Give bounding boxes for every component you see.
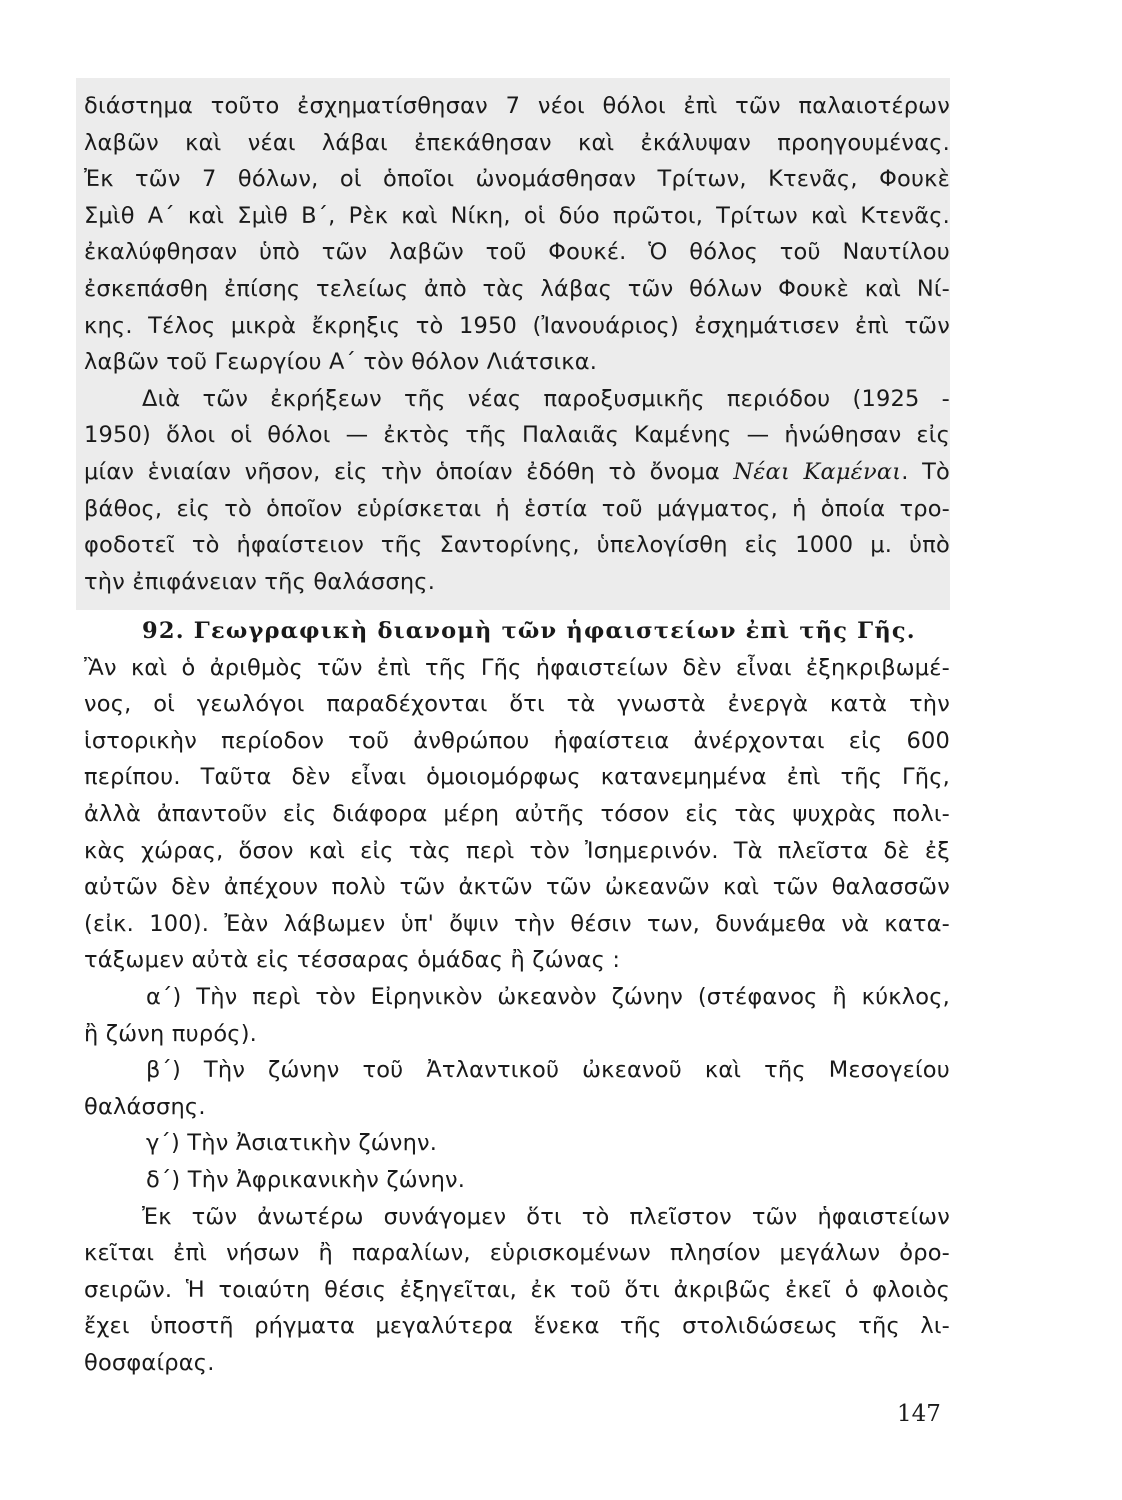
text-line: ἐκαλύφθησαν ὑπὸ τῶν λαβῶν τοῦ Φουκέ. Ὁ θόλος τοῦ Ναυτίλου	[84, 239, 950, 266]
text-line: τὴν ἐπιφάνειαν τῆς θαλάσσης.	[84, 568, 436, 595]
text-fragment: . Τὸ	[901, 458, 950, 485]
text-line: Διὰ τῶν ἐκρήξεων τῆς νέας παροξυσμικῆς περιόδου (1925 -	[142, 385, 950, 412]
text-line: ἱστορικὴν περίοδον τοῦ ἀνθρώπου ἡφαίστεια ἀνέρχονται εἰς 600	[84, 727, 950, 754]
zone-item-a-cont: ἢ ζώνη πυρός).	[84, 1020, 258, 1047]
text-line: θοσφαίρας.	[84, 1349, 215, 1376]
text-line: κεῖται ἐπὶ νήσων ἢ παραλίων, εὑρισκομένων πλησίον μεγάλων ὀρο-	[84, 1240, 950, 1267]
zone-item-d: δ΄) Τὴν Ἀφρικανικὴν ζώνην.	[146, 1166, 466, 1193]
text-line: αὐτῶν δὲν ἀπέχουν πολὺ τῶν ἀκτῶν τῶν ὠκεανῶν καὶ τῶν θαλασσῶν	[84, 874, 950, 901]
text-line: τάξωμεν αὐτὰ εἰς τέσσαρας ὁμάδας ἢ ζώνας :	[84, 947, 621, 974]
text-line: ἔχει ὑποστῆ ρήγματα μεγαλύτερα ἕνεκα τῆς στολιδώσεως τῆς λι-	[84, 1313, 950, 1340]
text-line: Σμὶθ Α΄ καὶ Σμὶθ Β΄, Ρὲκ καὶ Νίκη, οἱ δύο πρῶτοι, Τρίτων καὶ Κτενᾶς.	[84, 202, 950, 229]
text-line: νος, οἱ γεωλόγοι παραδέχονται ὅτι τὰ γνωστὰ ἐνεργὰ κατὰ τὴν	[84, 691, 950, 718]
text-line: ἀλλὰ ἀπαντοῦν εἰς διάφορα μέρη αὐτῆς τόσον εἰς τὰς ψυχρὰς πολι-	[84, 800, 950, 827]
zone-item-b-cont: θαλάσσης.	[84, 1093, 206, 1120]
top-text-block	[84, 88, 950, 600]
zone-item-c: γ΄) Τὴν Ἀσιατικὴν ζώνην.	[146, 1130, 438, 1157]
text-line: (εἰκ. 100). Ἐὰν λάβωμεν ὑπ' ὄψιν τὴν θέσιν των, δυνάμεθα νὰ κατα-	[84, 910, 950, 937]
text-fragment: μίαν ἑνιαίαν νῆσον, εἰς τὴν ὁποίαν ἐδόθη τὸ ὄνομα	[84, 458, 734, 485]
text-line: σειρῶν. Ἡ τοιαύτη θέσις ἐξηγεῖται, ἐκ τοῦ ὅτι ἀκριβῶς ἐκεῖ ὁ φλοιὸς	[84, 1276, 950, 1303]
zone-item-a: α΄) Τὴν περὶ τὸν Εἰρηνικὸν ὠκεανὸν ζώνην (στέφανος ἢ κύκλος,	[146, 983, 950, 1010]
text-line: λαβῶν καὶ νέαι λάβαι ἐπεκάθησαν καὶ ἐκάλυψαν προηγουμένας.	[84, 129, 950, 156]
text-line: κὰς χώρας, ὅσον καὶ εἰς τὰς περὶ τὸν Ἰσημερινόν. Τὰ πλεῖστα δὲ ἐξ	[84, 837, 950, 864]
text-line: βάθος, εἰς τὸ ὁποῖον εὑρίσκεται ἡ ἑστία τοῦ μάγματος, ἡ ὁποία τρο-	[84, 495, 950, 522]
text-line: περίπου. Ταῦτα δὲν εἶναι ὁμοιομόρφως κατανεμημένα ἐπὶ τῆς Γῆς,	[84, 764, 950, 791]
section-heading: 92. Γεωγραφικὴ διανομὴ τῶν ἡφαιστείων ἐπὶ τῆς Γῆς.	[142, 618, 916, 644]
text-line: Ἐκ τῶν 7 θόλων, οἱ ὁποῖοι ὠνομάσθησαν Τρίτων, Κτενᾶς, Φουκὲ	[84, 166, 950, 193]
italic-name-nea-kamenai: Νέαι Καμέναι	[733, 458, 902, 485]
zone-item-b: β΄) Τὴν ζώνην τοῦ Ἀτλαντικοῦ ὠκεανοῦ καὶ τῆς Μεσογείου	[146, 1057, 950, 1084]
text-line: Ἂν καὶ ὁ ἀριθμὸς τῶν ἐπὶ τῆς Γῆς ἡφαιστείων δὲν εἶναι ἐξηκριβωμέ-	[84, 654, 950, 681]
text-line-with-italic	[84, 454, 950, 491]
page-number: 147	[897, 1401, 941, 1427]
text-line: 1950) ὅλοι οἱ θόλοι — ἐκτὸς τῆς Παλαιᾶς Καμένης — ἡνώθησαν εἰς	[84, 422, 950, 449]
text-line: λαβῶν τοῦ Γεωργίου Α΄ τὸν θόλον Λιάτσικα.	[84, 349, 598, 376]
text-line: κης. Τέλος μικρὰ ἔκρηξις τὸ 1950 (Ἰανουάριος) ἐσχημάτισεν ἐπὶ τῶν	[84, 312, 950, 339]
text-line: ἐσκεπάσθη ἐπίσης τελείως ἀπὸ τὰς λάβας τῶν θόλων Φουκὲ καὶ Νί-	[84, 275, 950, 302]
text-line: φοδοτεῖ τὸ ἡφαίστειον τῆς Σαντορίνης, ὑπελογίσθη εἰς 1000 μ. ὑπὸ	[84, 532, 950, 559]
text-line: Ἐκ τῶν ἀνωτέρω συνάγομεν ὅτι τὸ πλεῖστον τῶν ἡφαιστείων	[142, 1203, 950, 1230]
text-line: διάστημα τοῦτο ἐσχηματίσθησαν 7 νέοι θόλοι ἐπὶ τῶν παλαιοτέρων	[84, 93, 950, 119]
section-92-text-block	[84, 613, 950, 1381]
